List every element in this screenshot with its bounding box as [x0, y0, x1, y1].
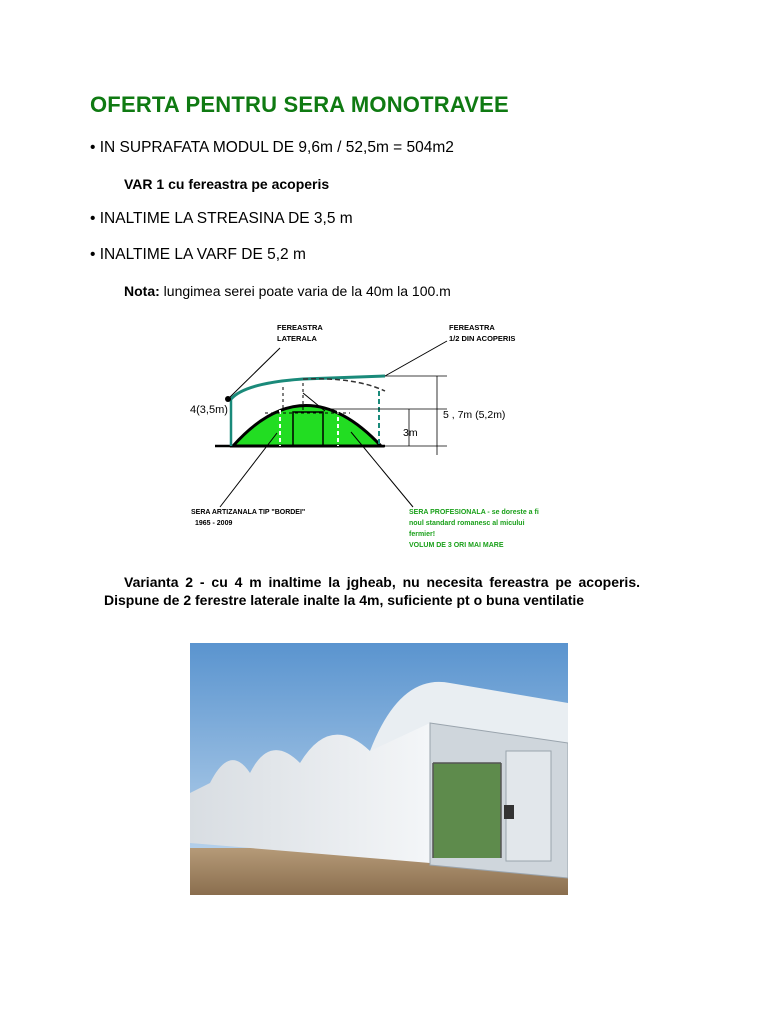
leader-pro [351, 432, 413, 507]
label-pro-1: SERA PROFESIONALA - se doreste a fi [409, 509, 539, 516]
label-pro-2: noul standard romanesc al micului [409, 520, 525, 527]
label-pro-3: fermier! [409, 531, 436, 538]
dim-inner-label: 3m [403, 427, 418, 439]
leader-side-window [228, 348, 280, 399]
label-artisanal-years: 1965 - 2009 [195, 520, 233, 527]
vent-box [504, 805, 514, 819]
label-roof-window-2: 1/2 DIN ACOPERIS [449, 334, 516, 343]
note-text [124, 283, 451, 299]
label-pro-4: VOLUM DE 3 ORI MAI MARE [409, 542, 504, 549]
document-title: OFERTA PENTRU SERA MONOTRAVEE [90, 92, 509, 117]
label-side-window: FEREASTRA [277, 323, 323, 332]
label-roof-window: FEREASTRA [449, 323, 495, 332]
note-body: lungimea serei poate varia de la 40m la 100.m [159, 283, 451, 299]
variant-2-line-2: Dispune de 2 ferestre laterale inalte la 4m, suficiente pt o buna ventilatie [104, 592, 585, 608]
roof-window-dashed [303, 379, 385, 391]
note-label: Nota: [124, 283, 160, 299]
variant-1-text: VAR 1 cu fereastra pe acoperis [124, 176, 330, 192]
greenhouse-photo [190, 643, 568, 895]
dim-ridge-label: 5 , 7m (5,2m) [443, 409, 506, 421]
bullet-ridge-height: • INALTIME LA VARF DE 5,2 m [90, 246, 306, 263]
leader-roof-window [385, 341, 447, 376]
dim-eave-label: 4(3,5m) [190, 404, 228, 416]
label-artisanal: SERA ARTIZANALA TIP "BORDEI" [191, 509, 306, 516]
bullet-eave-height: • INALTIME LA STREASINA DE 3,5 m [90, 210, 353, 227]
greenhouse-door-opening [433, 763, 501, 858]
variant-2-line-1: Varianta 2 - cu 4 m inaltime la jgheab, nu necesita fereastra pe acoperis. [124, 574, 640, 590]
variant-2-paragraph [104, 573, 640, 609]
label-side-window-2: LATERALA [277, 334, 317, 343]
bullet-surface: • IN SUPRAFATA MODUL DE 9,6m / 52,5m = 504m2 [90, 139, 454, 156]
greenhouse-cross-section-diagram [185, 315, 575, 560]
